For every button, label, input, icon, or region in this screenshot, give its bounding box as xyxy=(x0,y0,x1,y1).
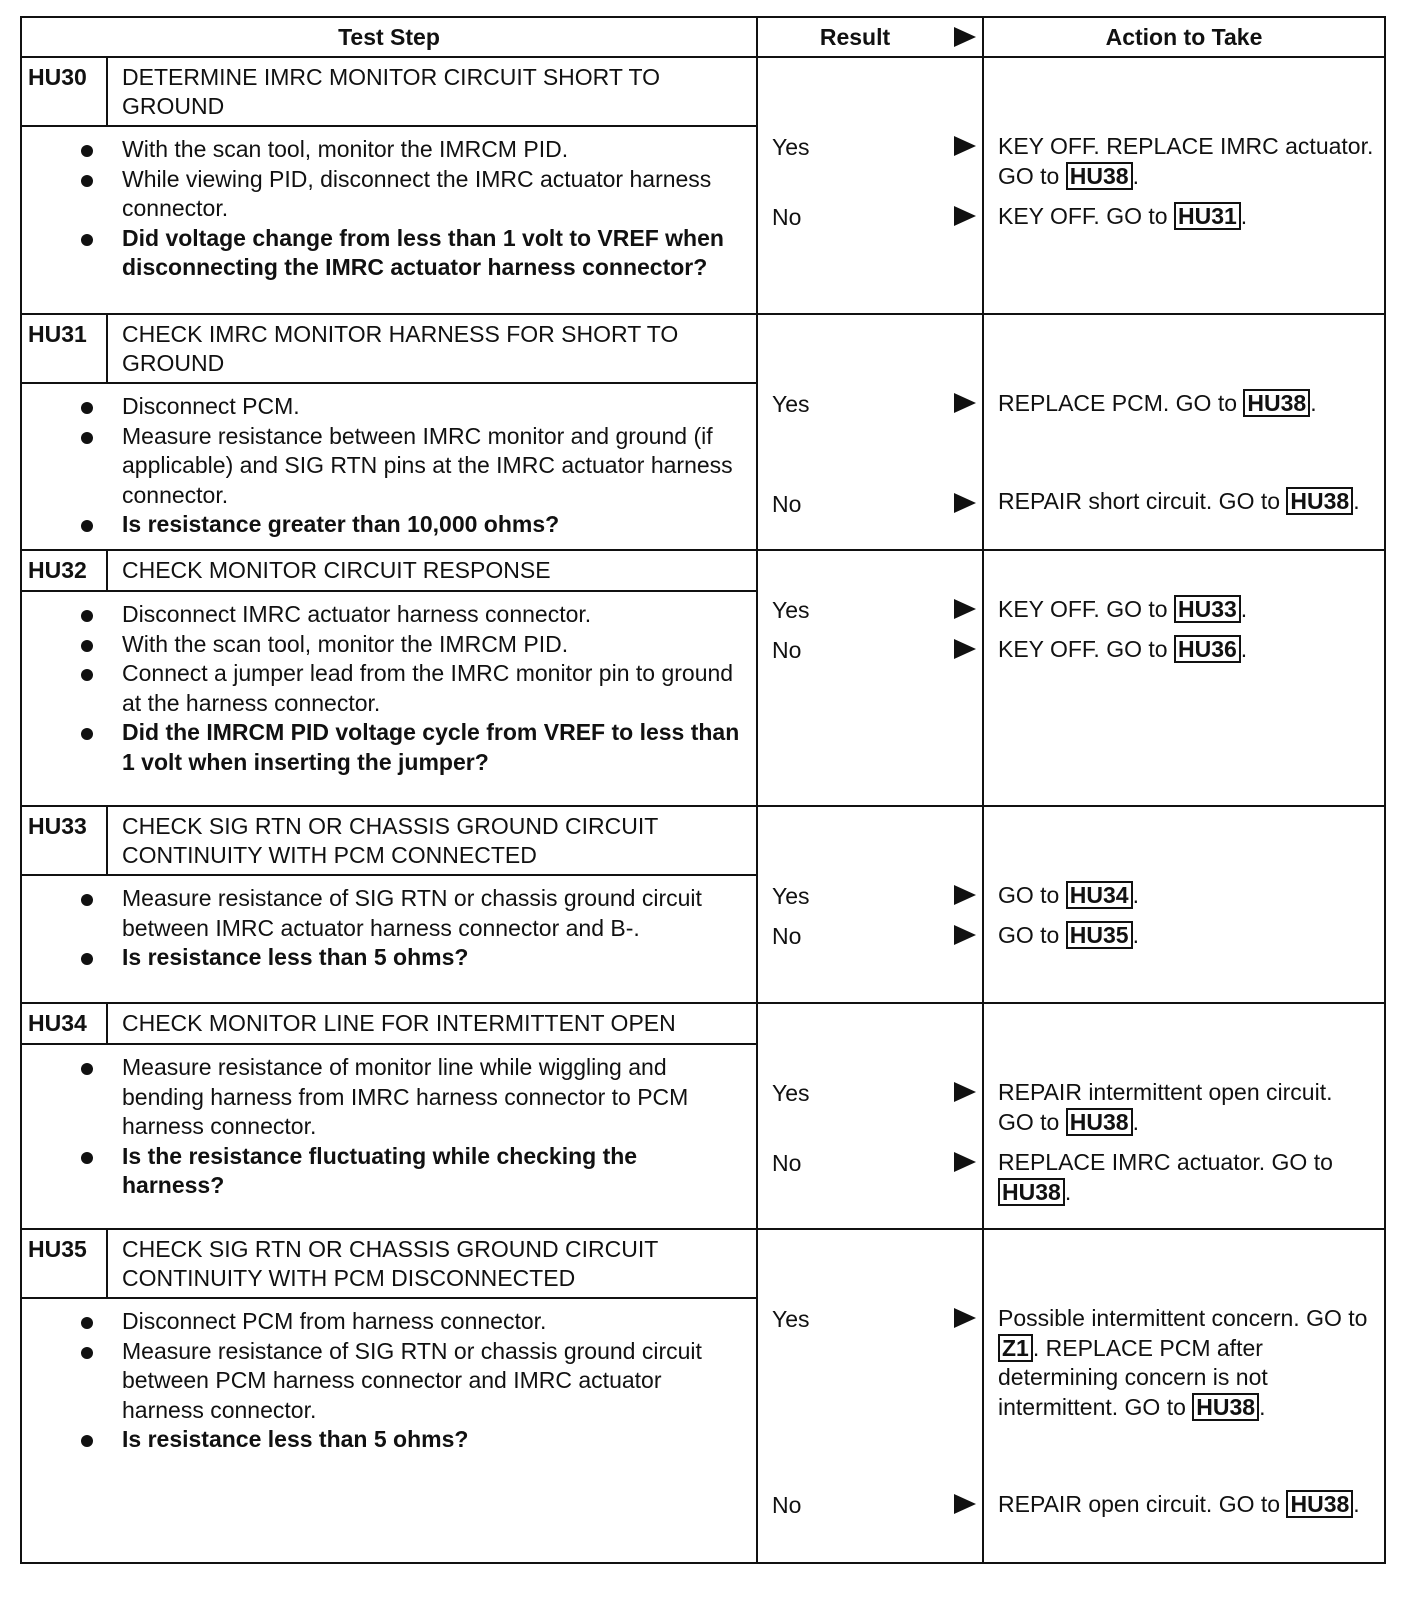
step-link-ref[interactable]: HU38 xyxy=(1286,487,1353,515)
result-cell xyxy=(757,57,983,314)
action-text: REPLACE PCM. GO to xyxy=(998,390,1238,416)
table-row xyxy=(21,1003,1385,1229)
list-item: Connect a jumper lead from the IMRC monitor pin to ground at the harness connector. xyxy=(122,659,742,718)
step-link-ref[interactable]: HU38 xyxy=(1243,389,1310,417)
table-row xyxy=(21,1229,1385,1563)
step-link-ref[interactable]: HU38 xyxy=(1066,162,1133,190)
step-title: CHECK MONITOR LINE FOR INTERMITTENT OPEN xyxy=(122,1010,676,1036)
arrow-right-icon xyxy=(954,599,976,619)
step-title: CHECK SIG RTN OR CHASSIS GROUND CIRCUIT CONTINUITY WITH PCM DISCONNECTED xyxy=(122,1236,658,1291)
result-yes: Yes xyxy=(772,134,810,160)
result-yes: Yes xyxy=(772,1306,810,1332)
step-heading xyxy=(22,1004,756,1045)
action-no: REPAIR short circuit. GO to HU38 . xyxy=(998,488,1360,514)
step-question: Is resistance less than 5 ohms? xyxy=(122,1425,742,1455)
header-result xyxy=(757,17,983,57)
step-code: HU35 xyxy=(22,1230,108,1297)
table-row xyxy=(21,550,1385,806)
result-no: No xyxy=(772,204,802,230)
action-no: GO to HU35 . xyxy=(998,922,1139,948)
result-yes: Yes xyxy=(772,391,810,417)
step-bullets xyxy=(22,876,756,979)
step-heading xyxy=(22,807,756,876)
action-text: REPAIR short circuit. GO to xyxy=(998,488,1281,514)
list-item: With the scan tool, monitor the IMRCM PID. xyxy=(122,135,742,165)
step-code: HU34 xyxy=(22,1004,108,1043)
action-text: REPAIR open circuit. GO to xyxy=(998,1491,1281,1517)
action-cell xyxy=(983,550,1385,806)
result-cell xyxy=(757,314,983,550)
action-cell xyxy=(983,806,1385,1003)
result-cell xyxy=(757,806,983,1003)
step-link-ref[interactable]: HU34 xyxy=(1066,881,1133,909)
step-link-ref[interactable]: HU38 xyxy=(1066,1108,1133,1136)
step-title: CHECK SIG RTN OR CHASSIS GROUND CIRCUIT CONTINUITY WITH PCM CONNECTED xyxy=(122,813,658,868)
list-item: Disconnect PCM. xyxy=(122,392,742,422)
table-row xyxy=(21,806,1385,1003)
result-yes: Yes xyxy=(772,597,810,623)
result-yes: Yes xyxy=(772,883,810,909)
action-no: REPLACE IMRC actuator. GO to HU38 . xyxy=(998,1149,1333,1205)
result-cell xyxy=(757,1229,983,1563)
action-cell xyxy=(983,57,1385,314)
step-code: HU32 xyxy=(22,551,108,590)
arrow-right-icon xyxy=(954,1494,976,1514)
action-no: KEY OFF. GO to HU31 . xyxy=(998,203,1248,229)
list-item: Measure resistance of SIG RTN or chassis ground circuit between PCM harness connector and IMRC actuator harness connector. xyxy=(122,1337,742,1426)
arrow-right-icon xyxy=(954,925,976,945)
step-link-ref[interactable]: HU31 xyxy=(1174,202,1241,230)
pinpoint-test-table xyxy=(20,16,1386,1564)
step-link-ref[interactable]: HU35 xyxy=(1066,921,1133,949)
step-bullets xyxy=(22,1045,756,1207)
test-step-cell xyxy=(21,806,757,1003)
action-yes: REPLACE PCM. GO to HU38 . xyxy=(998,390,1317,416)
action-no: KEY OFF. GO to HU36 . xyxy=(998,636,1248,662)
test-step-cell xyxy=(21,1003,757,1229)
step-heading xyxy=(22,1230,756,1299)
step-code: HU30 xyxy=(22,58,108,125)
table-header-row xyxy=(21,17,1385,57)
step-heading xyxy=(22,315,756,384)
step-question: Did voltage change from less than 1 volt to VREF when disconnecting the IMRC actuator harness connector? xyxy=(122,224,742,283)
action-no: REPAIR open circuit. GO to HU38 . xyxy=(998,1491,1360,1517)
arrow-right-icon xyxy=(954,885,976,905)
action-text: KEY OFF. GO to xyxy=(998,636,1168,662)
step-link-ref[interactable]: HU33 xyxy=(1174,595,1241,623)
step-code: HU31 xyxy=(22,315,108,382)
result-no: No xyxy=(772,1150,802,1176)
test-step-cell xyxy=(21,314,757,550)
arrow-right-icon xyxy=(954,1308,976,1328)
action-text: KEY OFF. REPLACE IMRC actuator. GO to xyxy=(998,133,1374,189)
step-heading xyxy=(22,58,756,127)
result-cell xyxy=(757,550,983,806)
list-item: Measure resistance between IMRC monitor and ground (if applicable) and SIG RTN pins at the IMRC actuator harness connector. xyxy=(122,422,742,511)
header-test-step: Test Step xyxy=(21,17,757,57)
action-yes: REPAIR intermittent open circuit. GO to HU38 . xyxy=(998,1079,1333,1135)
action-text: KEY OFF. GO to xyxy=(998,203,1168,229)
result-no: No xyxy=(772,1492,802,1518)
list-item: While viewing PID, disconnect the IMRC actuator harness connector. xyxy=(122,165,742,224)
action-text: REPLACE PCM after determining concern is not intermittent. GO to xyxy=(998,1334,1268,1420)
step-bullets xyxy=(22,592,756,783)
step-link-ref[interactable]: HU36 xyxy=(1174,635,1241,663)
action-text: REPAIR intermittent open circuit. GO to xyxy=(998,1079,1333,1135)
action-cell xyxy=(983,314,1385,550)
action-text: GO to xyxy=(998,882,1060,908)
arrow-right-icon xyxy=(954,1152,976,1172)
result-no: No xyxy=(772,637,802,663)
list-item: Disconnect PCM from harness connector. xyxy=(122,1307,742,1337)
arrow-right-icon xyxy=(954,1082,976,1102)
test-step-cell xyxy=(21,57,757,314)
action-yes: Possible intermittent concern. GO to Z1 . REPLACE PCM after determining concern is not intermittent. GO to HU38 . xyxy=(998,1305,1368,1420)
action-text: REPLACE IMRC actuator. GO to xyxy=(998,1149,1333,1175)
step-link-ref[interactable]: HU38 xyxy=(1286,1490,1353,1518)
result-no: No xyxy=(772,491,802,517)
step-bullets xyxy=(22,1299,756,1461)
action-cell xyxy=(983,1229,1385,1563)
step-title: CHECK IMRC MONITOR HARNESS FOR SHORT TO GROUND xyxy=(122,321,679,376)
action-yes: KEY OFF. GO to HU33 . xyxy=(998,596,1248,622)
arrow-right-icon xyxy=(954,393,976,413)
test-step-cell xyxy=(21,550,757,806)
step-bullets xyxy=(22,384,756,546)
arrow-right-icon xyxy=(954,27,976,47)
step-code: HU33 xyxy=(22,807,108,874)
step-link-ref[interactable]: Z1 xyxy=(998,1334,1033,1362)
step-question: Is resistance greater than 10,000 ohms? xyxy=(122,510,742,540)
step-question: Is resistance less than 5 ohms? xyxy=(122,943,742,973)
action-yes: KEY OFF. REPLACE IMRC actuator. GO to HU38 . xyxy=(998,133,1374,189)
action-text: KEY OFF. GO to xyxy=(998,596,1168,622)
action-text: Possible intermittent concern. GO to xyxy=(998,1305,1368,1331)
header-result-label: Result xyxy=(819,23,891,50)
arrow-right-icon xyxy=(954,493,976,513)
test-step-cell xyxy=(21,1229,757,1563)
action-cell xyxy=(983,1003,1385,1229)
list-item: Measure resistance of SIG RTN or chassis ground circuit between IMRC actuator harness connector and B-. xyxy=(122,884,742,943)
step-title: CHECK MONITOR CIRCUIT RESPONSE xyxy=(122,557,551,583)
step-heading xyxy=(22,551,756,592)
step-link-ref[interactable]: HU38 xyxy=(998,1178,1065,1206)
result-no: No xyxy=(772,923,802,949)
arrow-right-icon xyxy=(954,136,976,156)
action-yes: GO to HU34 . xyxy=(998,882,1139,908)
result-cell xyxy=(757,1003,983,1229)
step-question: Is the resistance fluctuating while checking the harness? xyxy=(122,1142,742,1201)
table-row xyxy=(21,314,1385,550)
list-item: Measure resistance of monitor line while wiggling and bending harness from IMRC harness connector to PCM harness connector. xyxy=(122,1053,742,1142)
step-question: Did the IMRCM PID voltage cycle from VREF to less than 1 volt when inserting the jumper? xyxy=(122,718,742,777)
action-text: GO to xyxy=(998,922,1060,948)
table-row xyxy=(21,57,1385,314)
header-action: Action to Take xyxy=(983,17,1385,57)
arrow-right-icon xyxy=(954,206,976,226)
step-title: DETERMINE IMRC MONITOR CIRCUIT SHORT TO GROUND xyxy=(122,64,660,119)
list-item: With the scan tool, monitor the IMRCM PID. xyxy=(122,630,742,660)
step-bullets xyxy=(22,127,756,289)
step-link-ref[interactable]: HU38 xyxy=(1192,1393,1259,1421)
diagnostic-table-page xyxy=(20,16,1384,1564)
list-item: Disconnect IMRC actuator harness connector. xyxy=(122,600,742,630)
result-yes: Yes xyxy=(772,1080,810,1106)
arrow-right-icon xyxy=(954,639,976,659)
